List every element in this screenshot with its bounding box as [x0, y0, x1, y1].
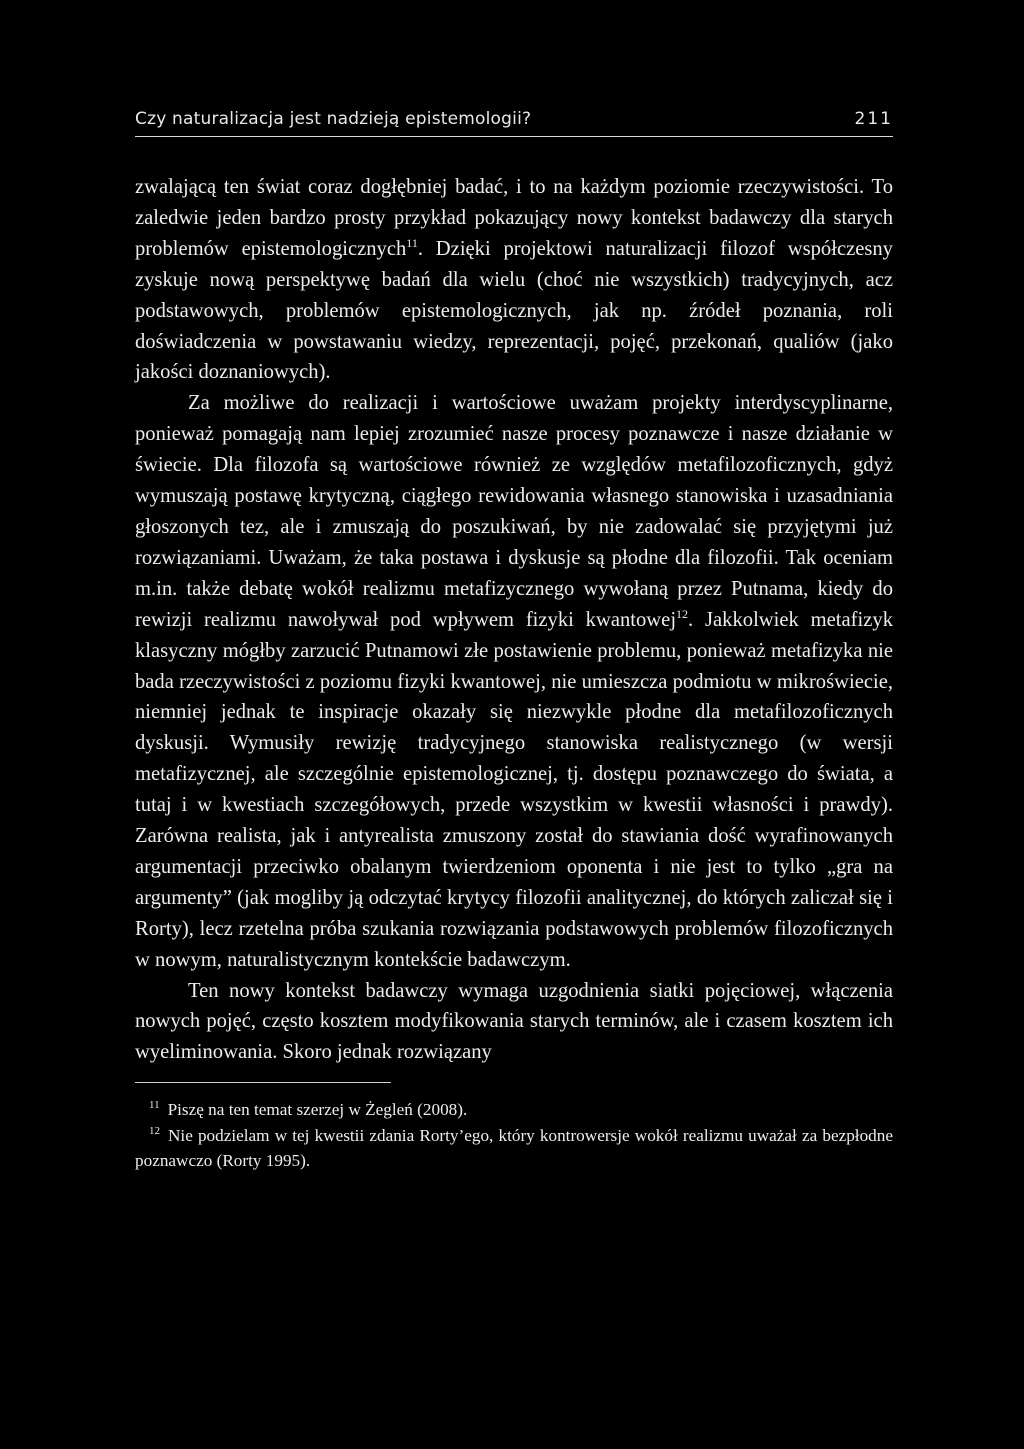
- text-segment: . Jakkolwiek metafizyk klasyczny mógłby zarzucić Putnamowi złe postawienie problemu, ponieważ metafizyka nie bada rzeczywistości z poziomu fizyki kwantowej, nie umieszcza podmiotu w mikroświecie, niemniej jednak te inspiracje okazały się niezwykle płodne dla metafilozoficznych dyskusji. Wymusiły rewizję tradycyjnego stanowiska realistycznego (w wersji metafizycznej, ale szczególnie epistemologicznej, tj. dostępu poznawczego do świata, a tutaj i w kwestiach szczegółowych, przede wszystkim w kwestii własności i prawdy). Zarówna realista, jak i antyrealista zmuszony został do stawiania dość wyrafinowanych argumentacji przeciwko obalanym twierdzeniom oponenta i nie jest to tylko „gra na argumenty” (jak mogliby ją odczytać krytycy filozofii analitycznej, do których zaliczał się i Rorty), lecz rzetelna próba szukania rozwiązania podstawowych problemów filozoficznych w nowym, naturalistycznym kontekście badawczym.: [135, 608, 893, 971]
- page-content: [135, 100, 893, 1174]
- page-number: 211: [854, 109, 893, 129]
- paragraph-3: [135, 976, 893, 1069]
- footnote-number: 11: [149, 1099, 160, 1112]
- text-segment: Ten nowy kontekst badawczy wymaga uzgodnienia siatki pojęciowej, włączenia nowych pojęć, często kosztem modyfikowania starych terminów, ale i czasem kosztem ich wyeliminowania. Skoro jednak rozwiązany: [135, 979, 893, 1064]
- footnote-number: 12: [149, 1124, 160, 1137]
- footnote-12: [135, 1123, 893, 1174]
- paragraph-2: [135, 388, 893, 975]
- footnote-reference-11[interactable]: 11: [406, 235, 418, 250]
- footnote-text: Nie podzielam w tej kwestii zdania Rorty’ego, który kontrowersje wokół realizmu uważał za bezpłodne poznawczo (Rorty 1995).: [135, 1125, 893, 1171]
- text-segment: . Dzięki projektowi naturalizacji filozof współczesny zyskuje nową perspektywę badań dla wielu (choć nie wszystkich) tradycyjnych, acz podstawowych, problemów epistemologicznych, jak np. źródeł poznania, roli doświadczenia w powstawaniu wiedzy, reprezentacji, pojęć, przekonań, qualiów (jako jakości doznaniowych).: [135, 237, 893, 384]
- text-segment: Za możliwe do realizacji i wartościowe uważam projekty interdyscyplinarne, ponieważ pomagają nam lepiej zrozumieć nasze procesy poznawcze i nasze działanie w świecie. Dla filozofa są wartościowe również ze względów metafilozoficznych, gdyż wymuszają postawę krytyczną, ciągłego rewidowania własnego stanowiska i uzasadniania głoszonych tez, ale i zmuszają do poszukiwań, by nie zadowalać się przyjętymi już rozwiązaniami. Uważam, że taka postawa i dyskusje są płodne dla filozofii. Tak oceniam m.in. także debatę wokół realizmu metafizycznego wywołaną przez Putnama, kiedy do rewizji realizmu nawoływał pod wpływem fizyki kwantowej: [135, 392, 893, 631]
- running-header-title: Czy naturalizacja jest nadzieją epistemologii?: [135, 109, 532, 129]
- main-text: [135, 172, 893, 1068]
- text-segment: zwalającą ten świat coraz dogłębniej badać, i to na każdym poziomie rzeczywistości. To zaledwie jeden bardzo prosty przykład pokazujący nowy kontekst badawczy dla starych problemów epistemologicznych: [135, 176, 893, 260]
- running-header: [135, 100, 893, 137]
- footnote-divider: [135, 1082, 391, 1083]
- footnote-text: Piszę na ten temat szerzej w Żegleń (2008).: [167, 1100, 468, 1120]
- footnotes: [135, 1097, 893, 1174]
- footnote-reference-12[interactable]: 12: [676, 606, 689, 621]
- footnote-11: [135, 1097, 893, 1123]
- paragraph-1: [135, 172, 893, 388]
